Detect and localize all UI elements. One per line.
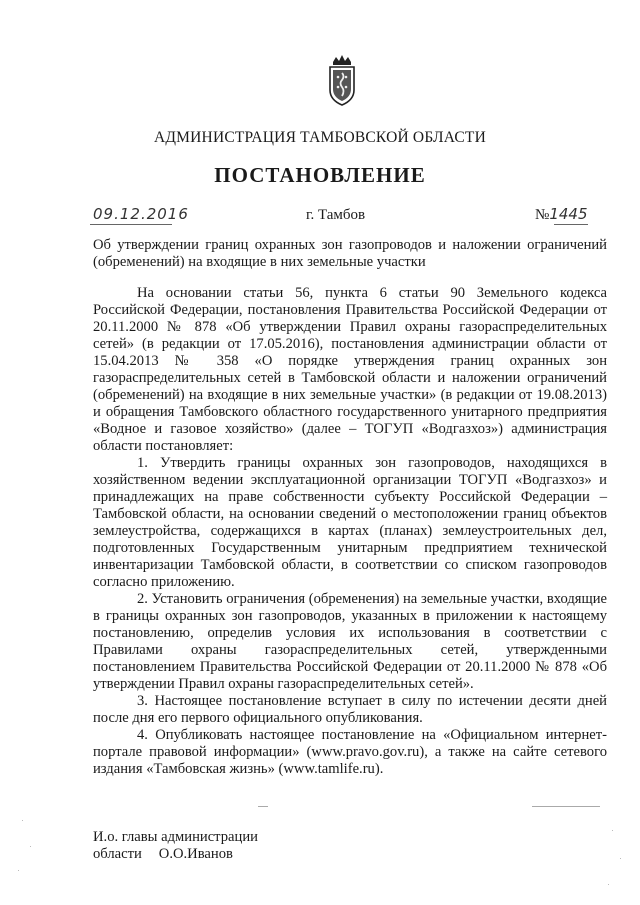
item-3-paragraph: 3. Настоящее постановление вступает в силу по истечении десяти дней после дня его первого официального опубликования. [93,693,607,726]
item-2-paragraph: 2. Установить ограничения (обременения) на земельные участки, входящие в границы охранных зон газопроводов, указанных в приложении к настоящему постановлению, определив условия их использования в соответствии с Правилами охраны газораспределительных сетей, утвержденными постановлением Правительства Российской Федерации от 20.11.2000 № 878 «Об утверждении Правил охраны газораспределительных сетей». [93,591,607,692]
signer-name: О.О.Иванов [158,846,233,862]
signature-block [93,829,258,863]
item-4-paragraph: 4. Опубликовать настоящее постановление на «Официальном интернет-портале правовой информации» (www.pravo.gov.ru), а также на сайте сетевого издания «Тамбовская жизнь» (www.tamlife.ru). [93,727,607,777]
signer-title-row [93,846,258,863]
scan-speck [612,830,613,831]
number-sign: № [535,207,550,223]
scan-speck [22,820,23,821]
footer-rule-left [258,806,268,807]
coat-of-arms-icon [327,54,357,106]
item-1-paragraph: 1. Утвердить границы охранных зон газопроводов, находящихся в хозяйственном ведении эксплуатационной организации ТОГУП «Водгазхоз» и принадлежащих на праве собственности субъекту Российской Федерации – Тамбовской области, на основании сведений о местоположении границ объектов землеустройства, содержащихся в картах (планах) землеустроительных дел, подготовленных Государственным унитарным предприятием технической инвентаризации Тамбовской области, в соответствии со списком газопроводов согласно приложению. [93,455,607,590]
number-underline [554,224,588,225]
document-city: г. Тамбов [306,207,366,223]
organization-title: АДМИНИСТРАЦИЯ ТАМБОВСКОЙ ОБЛАСТИ [154,129,486,146]
footer-rule-right [532,806,600,807]
date-underline [90,224,172,225]
preamble-paragraph: На основании статьи 56, пункта 6 статьи 90 Земельного кодекса Российской Федерации, постановления Правительства Российской Федерации от 20.11.2000 № 878 «Об утверждении Правил охраны газораспределительных сетей» (в редакции от 17.05.2016), постановления администрации области от 15.04.2013 № 358 «О порядке утверждения границ охранных зон газораспределительных сетей в Тамбовской области и наложении ограничений (обременений) на входящие в них земельные участки» (в редакции от 19.08.2013) и обращения Тамбовского областного государственного унитарного предприятия «Водное и газовое хозяйство» (далее – ТОГУП «Водгазхоз») администрация области постановляет: [93,285,607,454]
document-body [93,285,607,778]
scan-speck [608,884,609,885]
document-subject: Об утверждении границ охранных зон газопроводов и наложении ограничений (обременений) на входящие в них земельные участки [93,237,607,270]
signer-title-line1: И.о. главы администрации [93,829,258,845]
scan-speck [18,870,19,871]
number-value: 1445 [549,205,588,223]
document-type: ПОСТАНОВЛЕНИЕ [214,163,426,187]
document-date: 09.12.2016 [93,205,189,223]
signer-title-line2: области [93,846,142,862]
scan-speck [30,846,31,847]
document-number [535,205,588,224]
scan-speck [620,858,621,859]
